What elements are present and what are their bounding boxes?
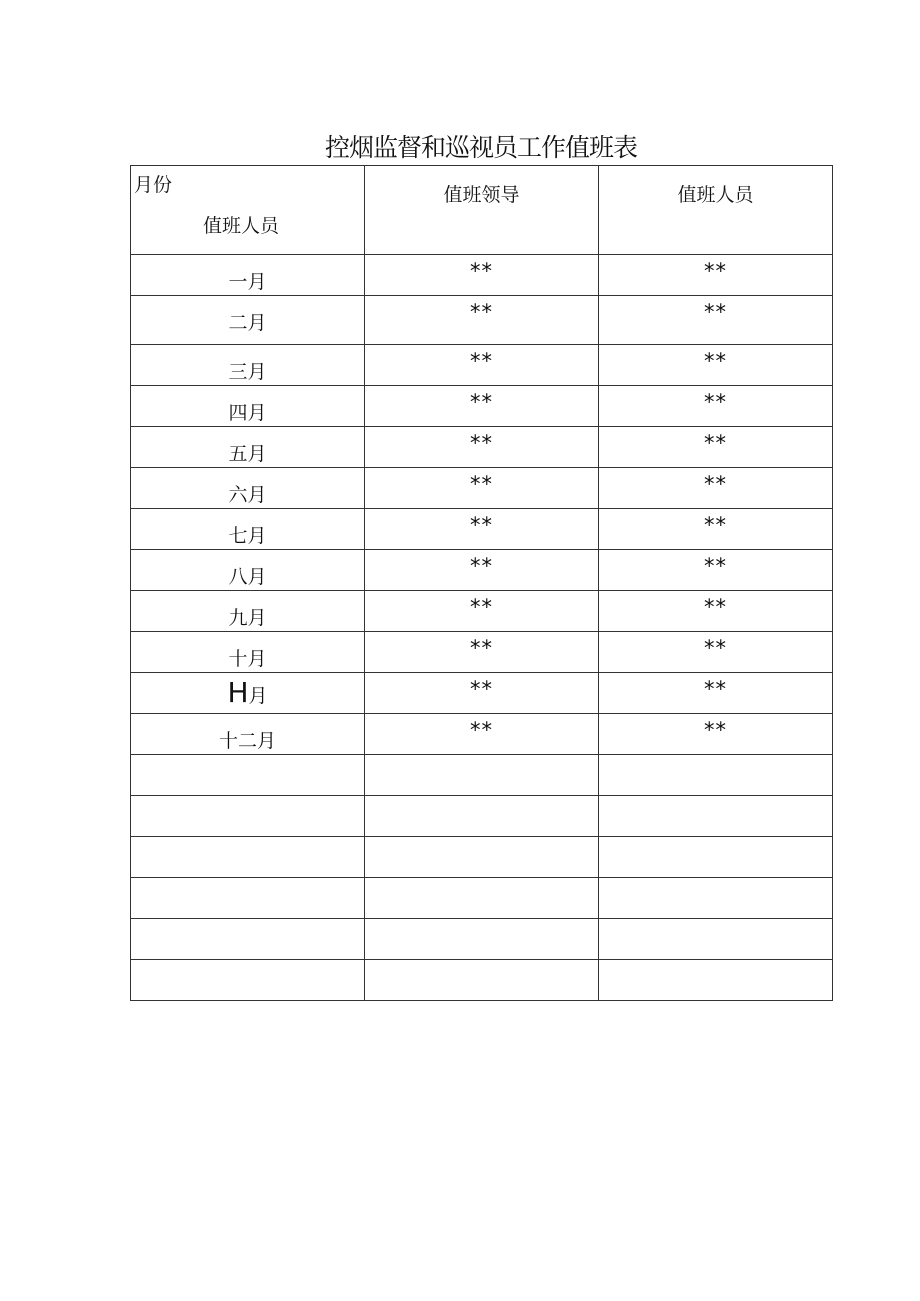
- staff-cell: [599, 386, 833, 427]
- staff-value: **: [704, 513, 727, 537]
- table-row: [131, 255, 833, 296]
- leader-cell: [365, 386, 599, 427]
- staff-cell: [599, 345, 833, 386]
- month-cell: [131, 386, 365, 427]
- empty-cell: [131, 878, 365, 919]
- leader-cell: [365, 673, 599, 714]
- staff-value: **: [704, 636, 727, 660]
- staff-cell: [599, 632, 833, 673]
- leader-cell: [365, 427, 599, 468]
- staff-value: **: [704, 718, 727, 742]
- leader-value: **: [470, 472, 493, 496]
- month-label: 七月: [228, 525, 267, 547]
- leader-value: **: [470, 431, 493, 455]
- empty-row: [131, 919, 833, 960]
- empty-cell: [365, 878, 599, 919]
- month-label: 九月: [228, 607, 267, 629]
- staff-value: **: [704, 390, 727, 414]
- table-row: [131, 345, 833, 386]
- leader-value: **: [470, 554, 493, 578]
- leader-value: **: [470, 636, 493, 660]
- leader-cell: [365, 714, 599, 755]
- empty-row: [131, 796, 833, 837]
- empty-cell: [365, 960, 599, 1001]
- month-cell: [131, 345, 365, 386]
- table-row: [131, 427, 833, 468]
- empty-cell: [131, 796, 365, 837]
- table-row: [131, 591, 833, 632]
- leader-value: **: [470, 595, 493, 619]
- staff-cell: [599, 427, 833, 468]
- staff-value: **: [704, 554, 727, 578]
- empty-cell: [599, 919, 833, 960]
- month-cell: [131, 427, 365, 468]
- empty-cell: [599, 755, 833, 796]
- table-row: [131, 468, 833, 509]
- table-row: [131, 714, 833, 755]
- table-row: [131, 632, 833, 673]
- empty-cell: [599, 878, 833, 919]
- page-title: 控烟监督和巡视员工作值班表: [324, 133, 637, 162]
- leader-cell: [365, 509, 599, 550]
- staff-value: **: [704, 431, 727, 455]
- month-label: 三月: [228, 361, 267, 383]
- month-label: 一月: [228, 271, 267, 293]
- staff-cell: [599, 714, 833, 755]
- leader-value: **: [470, 259, 493, 283]
- table-row: [131, 386, 833, 427]
- month-prefix: H: [227, 676, 249, 709]
- leader-cell: [365, 255, 599, 296]
- leader-cell: [365, 550, 599, 591]
- leader-value: **: [470, 349, 493, 373]
- header-staff-cell: [599, 166, 833, 255]
- staff-value: **: [704, 595, 727, 619]
- staff-cell: [599, 509, 833, 550]
- leader-cell: [365, 632, 599, 673]
- staff-cell: [599, 591, 833, 632]
- leader-value: **: [470, 677, 493, 701]
- month-cell: [131, 468, 365, 509]
- month-label: 六月: [228, 484, 267, 506]
- staff-cell: [599, 255, 833, 296]
- leader-cell: [365, 591, 599, 632]
- leader-value: **: [470, 718, 493, 742]
- month-cell: [131, 673, 365, 714]
- staff-cell: [599, 673, 833, 714]
- leader-value: **: [470, 513, 493, 537]
- empty-cell: [599, 960, 833, 1001]
- empty-row: [131, 755, 833, 796]
- leader-value: **: [470, 300, 493, 324]
- empty-row: [131, 837, 833, 878]
- staff-value: **: [704, 677, 727, 701]
- empty-cell: [365, 796, 599, 837]
- table-header-row: [131, 166, 833, 255]
- month-cell: [131, 255, 365, 296]
- month-label: 二月: [228, 312, 267, 334]
- empty-cell: [365, 837, 599, 878]
- table-row: [131, 673, 833, 714]
- month-cell: [131, 591, 365, 632]
- month-label: 四月: [228, 402, 267, 424]
- month-cell: [131, 296, 365, 345]
- month-label: 八月: [228, 566, 267, 588]
- empty-cell: [365, 919, 599, 960]
- month-suffix: 月: [248, 685, 268, 707]
- month-cell: [131, 550, 365, 591]
- empty-cell: [599, 796, 833, 837]
- month-label: 十二月: [218, 730, 276, 752]
- corner-month-label: 月份: [134, 174, 173, 196]
- leader-cell: [365, 296, 599, 345]
- month-cell: [131, 509, 365, 550]
- header-staff-label: 值班人员: [677, 184, 754, 206]
- month-label: 五月: [228, 443, 267, 465]
- month-cell: [131, 632, 365, 673]
- empty-cell: [365, 755, 599, 796]
- header-leader-label: 值班领导: [443, 184, 520, 206]
- leader-value: **: [470, 390, 493, 414]
- month-label: 十月: [228, 648, 267, 670]
- staff-value: **: [704, 472, 727, 496]
- staff-value: **: [704, 259, 727, 283]
- empty-cell: [131, 960, 365, 1001]
- table-row: [131, 550, 833, 591]
- staff-cell: [599, 296, 833, 345]
- empty-cell: [131, 755, 365, 796]
- table-row: [131, 509, 833, 550]
- header-leader-cell: [365, 166, 599, 255]
- staff-cell: [599, 550, 833, 591]
- empty-cell: [131, 837, 365, 878]
- month-label: [131, 673, 364, 708]
- header-corner-cell: [131, 166, 365, 255]
- empty-row: [131, 878, 833, 919]
- corner-staff-label: 值班人员: [203, 215, 280, 237]
- table-row: [131, 296, 833, 345]
- staff-value: **: [704, 300, 727, 324]
- empty-cell: [599, 837, 833, 878]
- staff-cell: [599, 468, 833, 509]
- staff-value: **: [704, 349, 727, 373]
- month-cell: [131, 714, 365, 755]
- empty-row: [131, 960, 833, 1001]
- empty-cell: [131, 919, 365, 960]
- duty-table: [130, 165, 833, 1001]
- leader-cell: [365, 468, 599, 509]
- leader-cell: [365, 345, 599, 386]
